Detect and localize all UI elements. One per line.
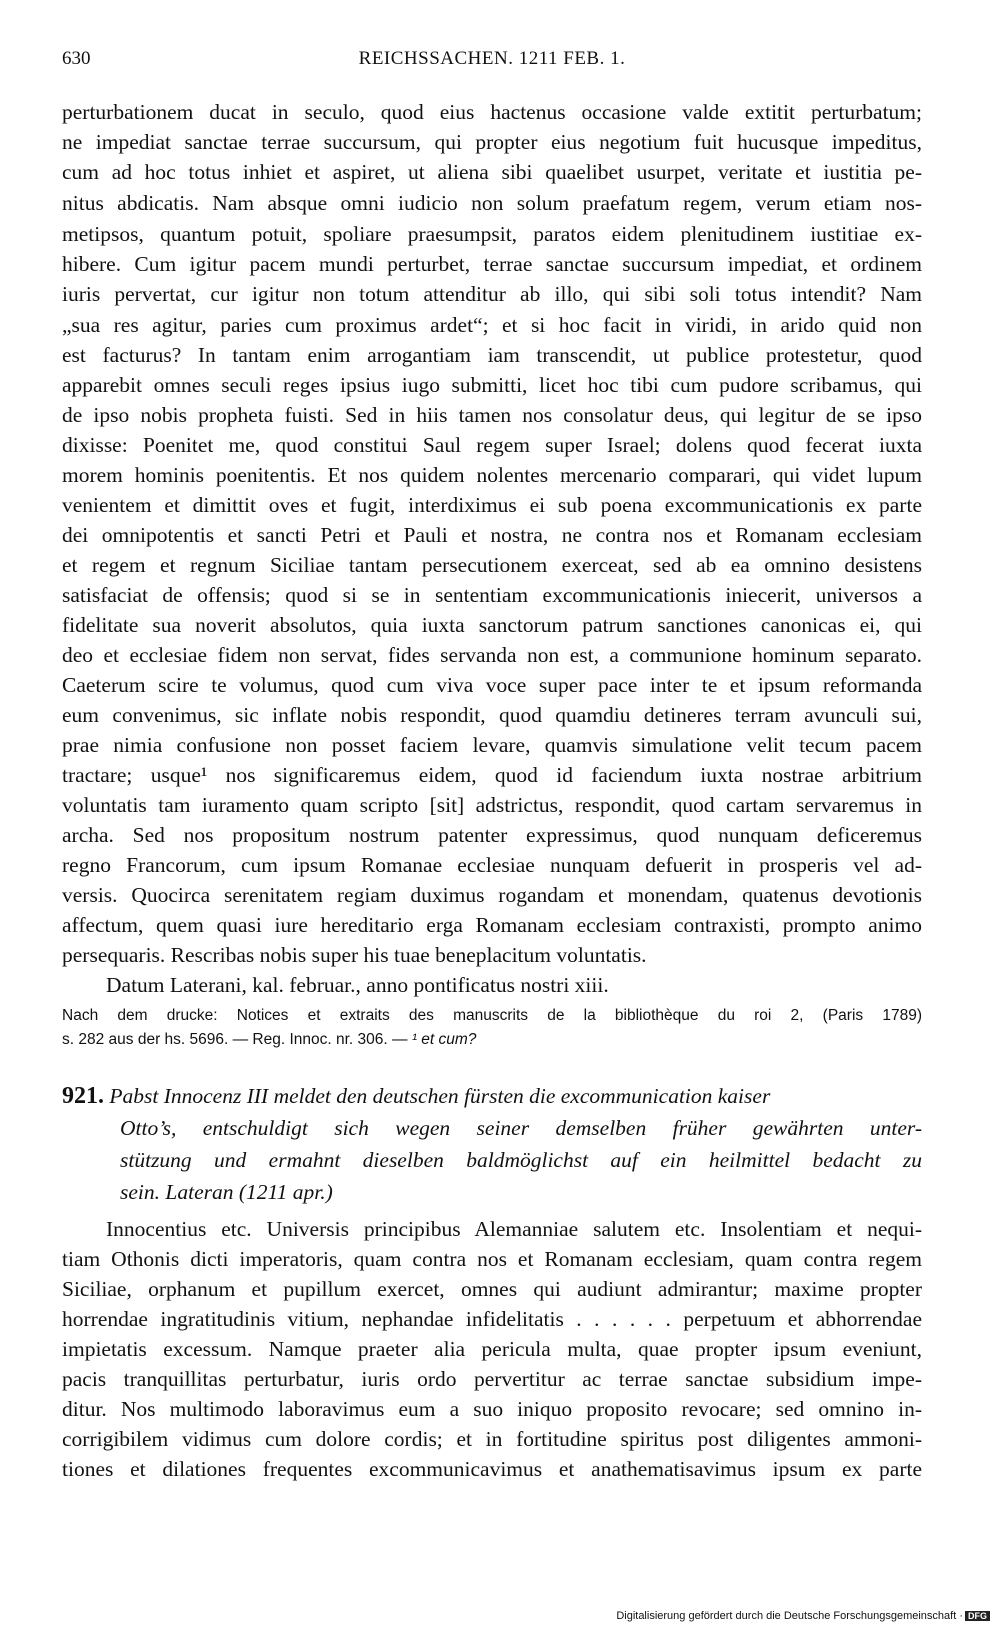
body-line: hibere. Cum igitur pacem mundi perturbet, terrae sanctae succursum impediat, et ordinem bbox=[62, 252, 922, 276]
body-line: dei omnipotentis et sancti Petri et Pauli et nostra, ne contra nos et Romanam ecclesiam bbox=[62, 523, 922, 547]
page-number: 630 bbox=[62, 48, 91, 69]
body-line: „sua res agitur, paries cum proximus ardet“; et si hoc facit in viridi, in arido quid non bbox=[62, 313, 922, 337]
body-line: Caeterum scire te volumus, quod cum viva voce super pace inter te et ipsum reformanda bbox=[62, 673, 922, 697]
body-line: eum convenimus, sic inflate nobis respondit, quod quamdiu detineres terram avunculi sui, bbox=[62, 703, 922, 727]
body-line: pacis tranquillitas perturbatur, iuris ordo pervertitur ac terrae sanctae subsidium impe- bbox=[62, 1367, 922, 1391]
digitization-note bbox=[616, 1610, 990, 1622]
body-line: versis. Quocirca serenitatem regiam duximus rogandam et monendam, quatenus devotionis bbox=[62, 883, 922, 907]
body-line: cum ad hoc totus inhiet et aspiret, ut aliena sibi quaelibet usurpet, veritate et iustitia pe- bbox=[62, 160, 922, 184]
body-line: impietatis excessum. Namque praeter alia pericula multa, quae propter ipsum eveniunt, bbox=[62, 1337, 922, 1361]
body-line: nitus abdicatis. Nam absque omni iudicio non solum praefatum regem, verum etiam nos- bbox=[62, 191, 922, 215]
body-line: horrendae ingratitudinis vitium, nephandae infidelitatis . . . . . . perpetuum et abhorrendae bbox=[62, 1307, 922, 1331]
page-header bbox=[62, 48, 922, 76]
document-number: 921. bbox=[62, 1083, 104, 1109]
body-line: affectum, quem quasi iure hereditario erga Romanam ecclesiam contraxisti, prompto animo bbox=[62, 913, 922, 937]
body-line: morem hominis poenitentis. Et nos quidem nolentes mercenario comparari, qui videt lupum bbox=[62, 463, 922, 487]
body-line: corrigibilem vidimus cum dolore cordis; et in fortitudine spiritus post diligentes ammoni- bbox=[62, 1427, 922, 1451]
body-line: Siciliae, orphanum et pupillum exercet, omnes qui audiunt admirantur; maxime propter bbox=[62, 1277, 922, 1301]
regest-line-3: stützung und ermahnt dieselben baldmöglichst auf ein heilmittel bedacht zu bbox=[120, 1148, 922, 1172]
dfg-logo: DFG bbox=[965, 1611, 990, 1621]
regest-line-1 bbox=[62, 1080, 922, 1112]
footnote-note: ¹ et cum? bbox=[411, 1031, 477, 1048]
body-line: deo et ecclesiae fidem non servat, fides servanda non est, a communione hominum separato. bbox=[62, 643, 922, 667]
dating-line: Datum Laterani, kal. februar., anno pontificatus nostri xiii. bbox=[106, 973, 609, 997]
body-line: persequaris. Rescribas nobis super his tuae beneplacitum voluntatis. bbox=[62, 943, 647, 967]
regest-line-4: sein. Lateran (1211 apr.) bbox=[120, 1180, 333, 1204]
body-line: de ipso nobis propheta fuisti. Sed in hiis tamen nos consolatur deus, qui legitur de se ipso bbox=[62, 403, 922, 427]
body-line: satisfaciat de offensis; quod si se in sententiam excommunicationis iniecerit, universos a bbox=[62, 583, 922, 607]
body-line: voluntatis tam iuramento quam scripto [sit] adstrictus, respondit, quod cartam servaremus in bbox=[62, 793, 922, 817]
body-line: prae nimia confusione non posset faciem levare, quamvis simulatione velit tecum pacem bbox=[62, 733, 922, 757]
footnote-line-2 bbox=[62, 1027, 922, 1053]
body-line: ditur. Nos multimodo laboravimus eum a suo iniquo proposito revocare; sed omnino in- bbox=[62, 1397, 922, 1421]
body-line: venientem et dimittit oves et fugit, interdiximus ei sub poena excommunicationis ex parte bbox=[62, 493, 922, 517]
body-line: fidelitate sua noverit absolutos, quia iuxta sanctorum patrum sanctiones canonicas ei, qui bbox=[62, 613, 922, 637]
running-title: REICHSSACHEN. 1211 FEB. 1. bbox=[358, 48, 626, 69]
body-line: et regem et regnum Siciliae tantam persecutionem exerceat, sed ab ea omnino desistens bbox=[62, 553, 922, 577]
regest-text: Pabst Innocenz III meldet den deutschen fürsten die excommunication kaiser bbox=[109, 1084, 771, 1108]
footnote-source: s. 282 aus der hs. 5696. — Reg. Innoc. nr. 306. — bbox=[62, 1031, 412, 1048]
body-line: tiam Othonis dicti imperatoris, quam contra nos et Romanam ecclesiam, quam contra regem bbox=[62, 1247, 922, 1271]
body-line: metipsos, quantum potuit, spoliare praesumpsit, paratos eidem plenitudinem iustitiae ex- bbox=[62, 222, 922, 246]
body-line: tiones et dilationes frequentes excommunicavimus et anathematisavimus ipsum ex parte bbox=[62, 1457, 922, 1481]
body-line: ne impediat sanctae terrae succursum, qui propter eius negotium fuit hucusque impeditus, bbox=[62, 130, 922, 154]
body-line: tractare; usque¹ nos significaremus eidem, quod id faciendum iuxta nostrae arbitrium bbox=[62, 763, 922, 787]
body-line: iuris pervertat, cur igitur non totum attenditur ab illo, qui sibi soli totus intendit? Nam bbox=[62, 282, 922, 306]
body-line: regno Francorum, cum ipsum Romanae ecclesiae nunquam defuerit in prosperis vel ad- bbox=[62, 853, 922, 877]
footnote-line-1: Nach dem drucke: Notices et extraits des manuscrits de la bibliothèque du roi 2, (Paris 1789) bbox=[62, 1007, 922, 1024]
body-line: apparebit omnes seculi reges ipsius iugo submitti, licet hoc tibi cum pudore scribamus, qui bbox=[62, 373, 922, 397]
digitization-text: Digitalisierung gefördert durch die Deutsche Forschungsgemeinschaft · bbox=[616, 1610, 963, 1622]
body-line: dixisse: Poenitet me, quod constitui Saul regem super Israel; dolens quod fecerat iuxta bbox=[62, 433, 922, 457]
body-line: archa. Sed nos propositum nostrum patenter expressimus, quod nunquam deficeremus bbox=[62, 823, 922, 847]
body-line: perturbationem ducat in seculo, quod eius hactenus occasione valde extitit perturbatum; bbox=[62, 100, 922, 124]
body-line: Innocentius etc. Universis principibus Alemanniae salutem etc. Insolentiam et nequi- bbox=[106, 1217, 922, 1241]
regest-line-2: Otto’s, entschuldigt sich wegen seiner demselben früher gewährten unter- bbox=[120, 1116, 922, 1140]
body-line: est facturus? In tantam enim arrogantiam iam transcendit, ut publice protestetur, quod bbox=[62, 343, 922, 367]
